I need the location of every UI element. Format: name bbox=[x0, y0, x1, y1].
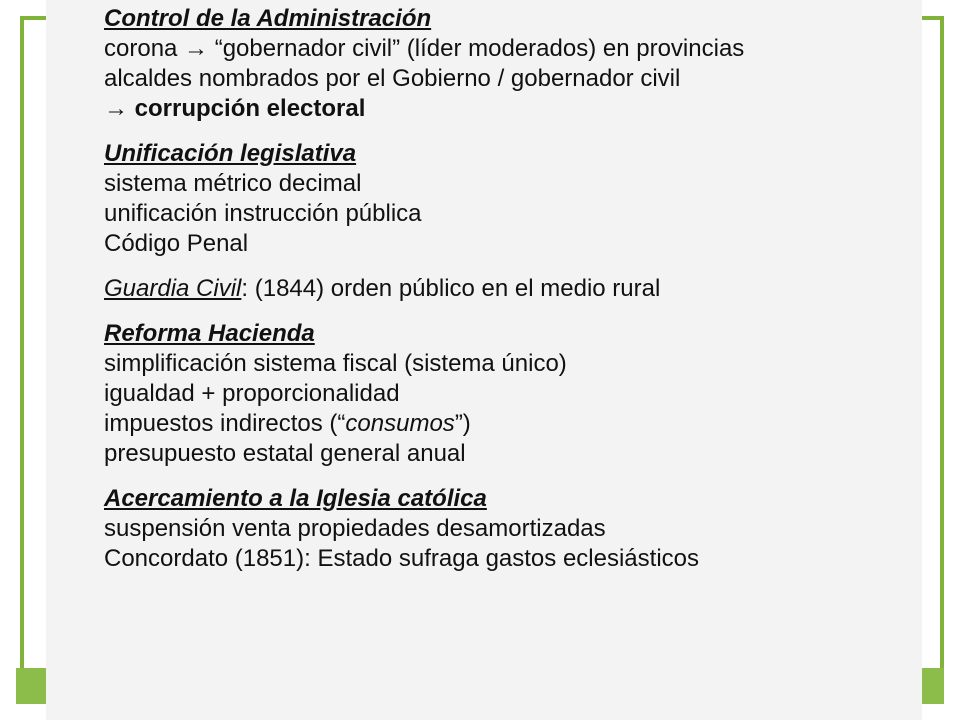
section-unificacion-legislativa bbox=[104, 139, 920, 259]
section-line bbox=[104, 274, 920, 304]
section-heading: Reforma Hacienda bbox=[104, 320, 315, 347]
section-inline-text: : (1844) orden público en el medio rural bbox=[241, 275, 661, 302]
section-line: Código Penal bbox=[104, 230, 249, 257]
section-line: unificación instrucción pública bbox=[104, 200, 422, 227]
section-guardia-civil bbox=[104, 274, 920, 304]
italic-text: consumos bbox=[345, 410, 455, 437]
section-heading: Unificación legislativa bbox=[104, 140, 357, 167]
section-line: presupuesto estatal general anual bbox=[104, 440, 466, 467]
section-line: igualdad + proporcionalidad bbox=[104, 380, 400, 407]
slide-content bbox=[104, 4, 920, 574]
section-heading: Guardia Civil bbox=[104, 275, 242, 302]
section-iglesia-catolica bbox=[104, 484, 920, 574]
frame-right-border bbox=[940, 16, 944, 704]
section-line bbox=[104, 94, 920, 124]
section-line: Concordato (1851): Estado sufraga gastos eclesiásticos bbox=[104, 545, 699, 572]
frame-left-border bbox=[20, 16, 24, 704]
frame-corner-bottom-right bbox=[922, 668, 944, 704]
section-reforma-hacienda bbox=[104, 319, 920, 469]
text-after: ”) bbox=[454, 410, 471, 437]
section-line: alcaldes nombrados por el Gobierno / gobernador civil bbox=[104, 65, 681, 92]
section-line: simplificación sistema fiscal (sistema único) bbox=[104, 350, 567, 377]
emphasis-text: corrupción electoral bbox=[134, 95, 366, 122]
section-line: sistema métrico decimal bbox=[104, 170, 362, 197]
section-heading: Control de la Administración bbox=[104, 5, 432, 32]
section-line bbox=[104, 409, 920, 439]
section-line: suspensión venta propiedades desamortizadas bbox=[104, 515, 606, 542]
section-heading: Acercamiento a la Iglesia católica bbox=[104, 485, 487, 512]
section-control-administracion bbox=[104, 4, 920, 124]
frame-corner-bottom-left bbox=[16, 668, 46, 704]
arrow-prefix: → bbox=[104, 95, 135, 122]
text-before: impuestos indirectos (“ bbox=[104, 410, 346, 437]
section-line: corona → “gobernador civil” (líder moderados) en provincias bbox=[104, 35, 745, 62]
